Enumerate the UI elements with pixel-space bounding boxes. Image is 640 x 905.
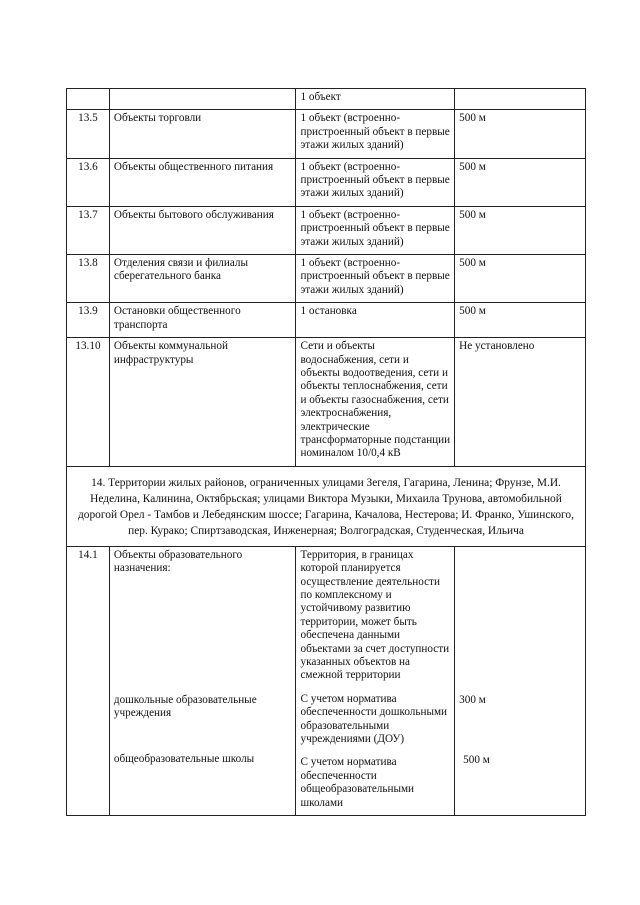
table-row <box>67 546 586 815</box>
object-distance: 500 м <box>455 206 586 254</box>
object-distance: 500 м <box>455 110 586 158</box>
object-value: 1 объект (встроенно-пристроенный объект в первые этажи жилых зданий) <box>296 206 455 254</box>
row-number: 13.5 <box>67 110 110 158</box>
object-name: Объекты образовательного назначения: <box>113 548 243 575</box>
row-number: 13.10 <box>67 338 110 467</box>
table-row <box>67 89 586 110</box>
object-distance: Не установлено <box>455 338 586 467</box>
row-number <box>67 89 110 110</box>
standards-table <box>66 88 586 816</box>
table-row <box>67 303 586 338</box>
object-value: 1 объект <box>296 89 455 110</box>
object-distance: 500 м <box>455 158 586 206</box>
object-value: 1 остановка <box>296 303 455 338</box>
row-number: 13.8 <box>67 255 110 303</box>
object-name-cell <box>109 546 296 815</box>
row-number: 13.9 <box>67 303 110 338</box>
table-row <box>67 158 586 206</box>
row-number: 14.1 <box>67 546 110 815</box>
sub-item-name: общеобразовательные школы <box>113 753 255 766</box>
object-name: Объекты бытового обслуживания <box>109 206 296 254</box>
object-value: Территория, в границах которой планируется осуществление деятельности по комплексному и устойчивому развитию территории, может быть обеспечена данными объектами за счет доступности указанных объектов на смежной территории <box>300 548 450 682</box>
object-name: Отделения связи и филиалы сберегательного банка <box>109 255 296 303</box>
object-name: Объекты коммунальной инфраструктуры <box>109 338 296 467</box>
object-value-cell <box>296 546 455 815</box>
object-distance: 500 м <box>455 255 586 303</box>
sub-item-name: дошкольные образовательные учреждения <box>113 693 257 719</box>
object-value: 1 объект (встроенно-пристроенный объект в первые этажи жилых зданий) <box>296 110 455 158</box>
object-distance <box>455 89 586 110</box>
section-heading-row <box>67 466 586 546</box>
section-heading: 14. Территории жилых районов, ограниченных улицами Зегеля, Гагарина, Ленина; Фрунзе, М.И. Неделина, Калинина, Октябрьская; улицами Виктора Музыки, Михаила Трунова, автомобильной дорогой Орел - Тамбов и Лебедянским шоссе; Гагарина, Качалова, Нестерова; И. Франко, Ушинского, пер. Курако; Спиртзаводская, Инженерная; Волгоградская, Студенческая, Ильича <box>67 466 586 546</box>
table-row <box>67 206 586 254</box>
sub-item-value: С учетом норматива обеспеченности дошкольными образовательными учреждениями (ДОУ) <box>300 692 448 746</box>
object-value: 1 объект (встроенно-пристроенный объект в первые этажи жилых зданий) <box>296 158 455 206</box>
object-distance-cell <box>455 546 586 815</box>
object-value: Сети и объекты водоснабжения, сети и объекты водоотведения, сети и объекты теплоснабжения, сети и объекты газоснабжения, сети электроснабжения, электрические трансформаторные подстанции номиналом 10/0,4 кВ <box>296 338 455 467</box>
object-distance: 500 м <box>455 303 586 338</box>
object-name: Остановки общественного транспорта <box>109 303 296 338</box>
object-name: Объекты общественного питания <box>109 158 296 206</box>
object-name: Объекты торговли <box>109 110 296 158</box>
row-number: 13.6 <box>67 158 110 206</box>
table-row <box>67 338 586 467</box>
object-value: 1 объект (встроенно-пристроенный объект в первые этажи жилых зданий) <box>296 255 455 303</box>
sub-item-distance: 500 м <box>463 754 490 767</box>
row-number: 13.7 <box>67 206 110 254</box>
object-name <box>109 89 296 110</box>
sub-item-value: С учетом норматива обеспеченности общеобразовательными школами <box>300 756 415 809</box>
table-row <box>67 255 586 303</box>
table-row <box>67 110 586 158</box>
sub-item-distance: 300 м <box>459 693 486 706</box>
